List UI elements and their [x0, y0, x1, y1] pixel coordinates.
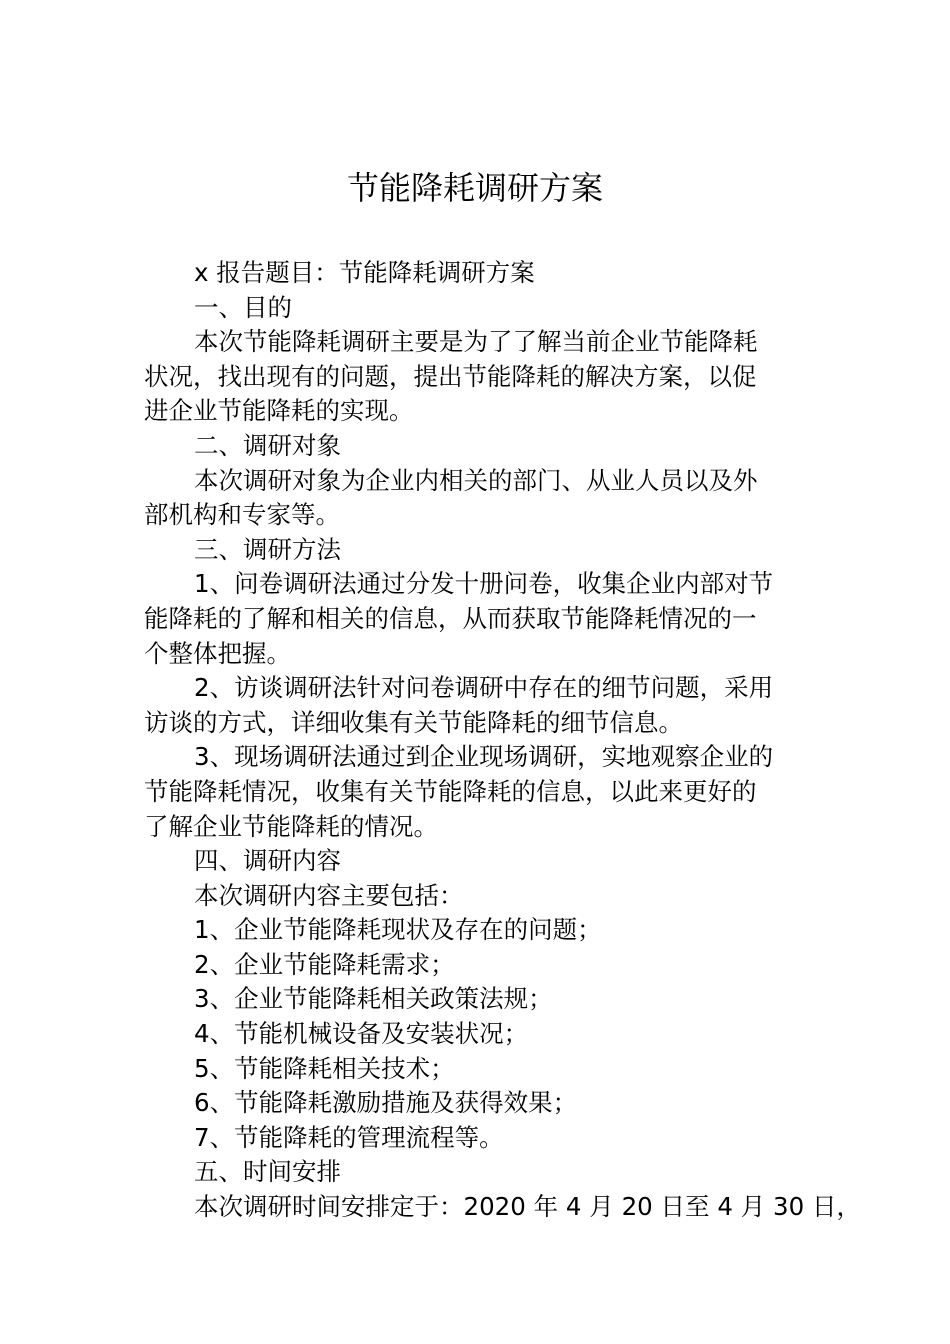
text-line: 2、访谈调研法针对问卷调研中存在的细节问题，采用: [194, 673, 774, 703]
text-line: x 报告题目：节能降耗调研方案: [194, 258, 535, 287]
document-body: [144, 256, 861, 1225]
text-line: 部机构和专家等。: [144, 500, 340, 530]
document-title: 节能降耗调研方案: [346, 169, 603, 207]
text-line: 能降耗的了解和相关的信息，从而获取节能降耗情况的一: [144, 603, 757, 633]
text-line: 1、问卷调研法通过分发十册问卷，收集企业内部对节: [194, 569, 774, 599]
list-item: 5、节能降耗相关技术；: [194, 1053, 455, 1083]
text-line: 3、现场调研法通过到企业现场调研，实地观察企业的: [194, 742, 774, 772]
text-line: 本次调研时间安排定于：2020 年 4 月 20 日至 4 月 30 日，: [194, 1192, 861, 1222]
text-line: 本次节能降耗调研主要是为了了解当前企业节能降耗: [194, 327, 758, 357]
section-heading: 二、调研对象: [194, 430, 341, 460]
list-item: 2、企业节能降耗需求；: [194, 949, 455, 979]
list-item: 6、节能降耗激励措施及获得效果；: [194, 1088, 578, 1118]
list-item: 1、企业节能降耗现状及存在的问题；: [194, 915, 602, 945]
section-heading: 四、调研内容: [194, 846, 341, 876]
text-line: 访谈的方式，详细收集有关节能降耗的细节信息。: [144, 707, 683, 737]
text-line: 本次调研对象为企业内相关的部门、从业人员以及外: [194, 465, 758, 495]
text-line: 状况，找出现有的问题，提出节能降耗的解决方案，以促: [144, 361, 757, 391]
text-line: 进企业节能降耗的实现。: [144, 396, 414, 426]
list-item: 7、节能降耗的管理流程等。: [194, 1122, 504, 1152]
list-item: 3、企业节能降耗相关政策法规；: [194, 984, 553, 1014]
text-line: 本次调研内容主要包括：: [194, 880, 464, 910]
section-heading: 一、目的: [194, 292, 292, 322]
list-item: 4、节能机械设备及安装状况；: [194, 1019, 529, 1049]
text-line: 节能降耗情况，收集有关节能降耗的信息，以此来更好的: [144, 776, 757, 806]
section-heading: 五、时间安排: [194, 1157, 341, 1187]
text-line: 个整体把握。: [144, 638, 291, 668]
section-heading: 三、调研方法: [194, 534, 341, 564]
text-line: 了解企业节能降耗的情况。: [144, 811, 438, 841]
